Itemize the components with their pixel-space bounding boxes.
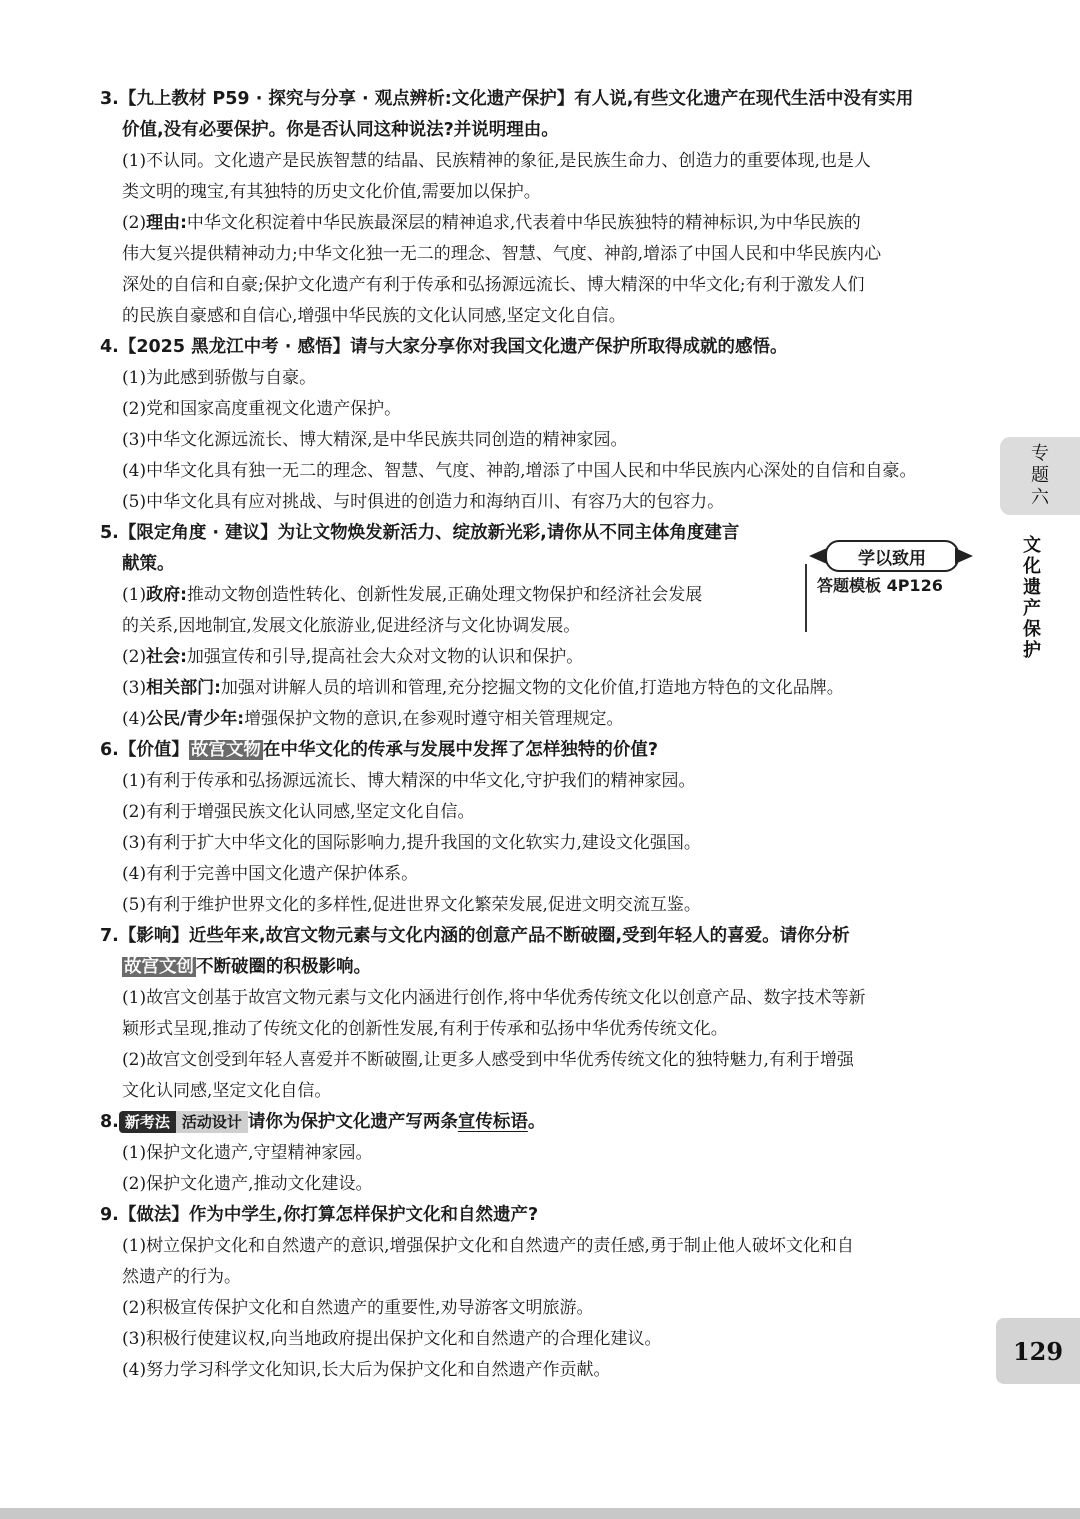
callout-divider xyxy=(805,564,807,632)
answer-8: (1)保护文化遗产,守望精神家园。 (2)保护文化遗产,推动文化建设。 xyxy=(122,1143,373,1194)
question-7: 7.【影响】近些年来,故宫文物元素与文化内涵的创意产品不断破圈,受到年轻人的喜爱。请你分析 故宫文创 不断破圈的积极影响。 xyxy=(100,926,850,977)
highlight-term: 故宫文物 xyxy=(190,740,261,760)
question-6: 6.【价值】 故宫文物 在中华文化的传承与发展中发挥了怎样独特的价值? xyxy=(100,740,658,760)
question-3: 3.【九上教材 P59 · 探究与分享 · 观点辨析:文化遗产保护】有人说,有些文化遗产在现代生活中没有实用 价值,没有必要保护。你是否认同这种说法?并说明理由。 xyxy=(100,89,914,140)
highlight-term: 故宫文创 xyxy=(124,957,194,977)
topic-tab[interactable]: 专 题 六 xyxy=(1000,437,1080,515)
answer-7: (1)故宫文创基于故宫文物元素与文化内涵进行创作,将中华优秀传统文化以创意产品、数字技术等新 颖形式呈现,推动了传统文化的创新性发展,有利于传承和弘扬中华优秀传统文化。 (2)故宫文创受到年轻人喜爱并不断破圈,让更多人感受到中华优秀传统文化的独特魅力,有利于增强 文化认同感,坚定文化自信。 xyxy=(122,988,866,1101)
question-9: 9.【做法】作为中学生,你打算怎样保护文化和自然遗产? xyxy=(100,1205,539,1225)
study-apply-badge: 学以致用 xyxy=(825,540,959,572)
page-number: 129 xyxy=(996,1318,1080,1384)
question-tag: 【做法】 xyxy=(118,1205,189,1225)
answer-3-2: (2)理由:中华文化积淀着中华民族最深层的精神追求,代表着中华民族独特的精神标识,为中华民族的 伟大复兴提供精神动力;中华文化独一无二的理念、智慧、气度、神韵,增添了中国人民和中华民族内心 深处的自信和自豪;保护文化遗产有利于传承和弘扬源远流长、博大精深的中华文化;有利于激发人们 的民族自豪感和自信心,增强中华民族的文化认同感,坚定文化自信。 xyxy=(122,213,882,326)
question-tag: 【限定角度 · 建议】 xyxy=(118,523,278,543)
question-5: 5.【限定角度 · 建议】为让文物焕发新活力、绽放新光彩,请你从不同主体角度建言 献策。 xyxy=(100,523,740,574)
topic-side-title: 文 化 遗 产 保 护 xyxy=(1023,535,1041,661)
answer-5: (1)政府:推动文物创造性转化、创新性发展,正确处理文物保护和经济社会发展 的关系,因地制宜,发展文化旅游业,促进经济与文化协调发展。 (2)社会:加强宣传和引导,提高社会大众对文物的认识和保护。 (3)相关部门:加强对讲解人员的培训和管理,充分挖掘文物的文化价值,打造地方特色的文化品牌。 (4)公民/青少年:增强保护文物的意识,在参观时遵守相关管理规定。 xyxy=(122,585,844,729)
answer-6: (1)有利于传承和弘扬源远流长、博大精深的中华文化,守护我们的精神家园。 (2)有利于增强民族文化认同感,坚定文化自信。 (3)有利于扩大中华文化的国际影响力,提升我国的文化软实力,建设文化强国。 (4)有利于完善中国文化遗产保护体系。 (5)有利于维护世界文化的多样性,促进世界文化繁荣发展,促进文明交流互鉴。 xyxy=(122,771,701,915)
question-tag: 【价值】 xyxy=(118,740,189,760)
new-method-tag: 新考法 xyxy=(119,1111,176,1133)
badge-wing-right xyxy=(955,548,973,564)
study-apply-callout xyxy=(805,540,980,632)
question-list xyxy=(100,84,988,1386)
answer-9: (1)树立保护文化和自然遗产的意识,增强保护文化和自然遗产的责任感,勇于制止他人破坏文化和自 然遗产的行为。 (2)积极宣传保护文化和自然遗产的重要性,劝导游客文明旅游。 (3)积极行使建议权,向当地政府提出保护文化和自然遗产的合理化建议。 (4)努力学习科学文化知识,长大后为保护文化和自然遗产作贡献。 xyxy=(122,1236,854,1380)
question-4: 4.【2025 黑龙江中考 · 感悟】请与大家分享你对我国文化遗产保护所取得成就的感悟。 xyxy=(100,337,788,357)
question-8: 8. 新考法 活动设计 请你为保护文化遗产写两条宣传标语。 xyxy=(100,1112,546,1132)
question-tag: 【九上教材 P59 · 探究与分享 · 观点辨析:文化遗产保护】 xyxy=(118,89,575,109)
activity-design-tag: 活动设计 xyxy=(176,1111,248,1133)
question-tag: 【2025 黑龙江中考 · 感悟】 xyxy=(118,337,350,357)
question-tag: 【影响】 xyxy=(118,926,189,946)
answer-4: (1)为此感到骄傲与自豪。 (2)党和国家高度重视文化遗产保护。 (3)中华文化源远流长、博大精深,是中华民族共同创造的精神家园。 (4)中华文化具有独一无二的理念、智慧、气度、神韵,增添了中国人民和中华民族内心深处的自信和自豪。 (5)中华文化具有应对挑战、与时俱进的创造力和海纳百川、有容乃大的包容力。 xyxy=(122,368,917,512)
answer-3-1: (1)不认同。文化遗产是民族智慧的结晶、民族精神的象征,是民族生命力、创造力的重要体现,也是人 类文明的瑰宝,有其独特的历史文化价值,需要加以保护。 xyxy=(122,151,871,202)
answer-template-ref: 答题模板 4P126 xyxy=(817,576,943,595)
bottom-edge-bar xyxy=(0,1508,1080,1519)
